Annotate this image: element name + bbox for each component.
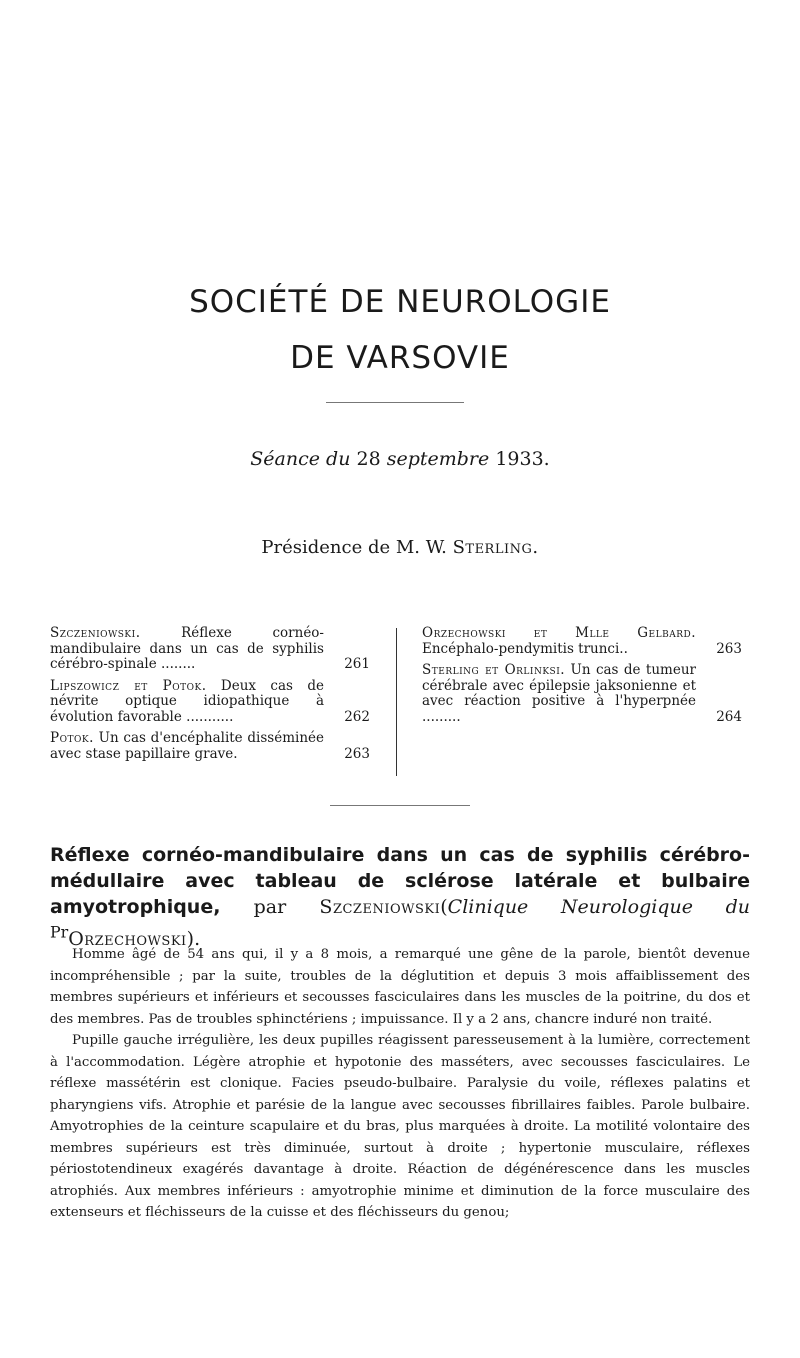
presidency-name: Sterling. <box>452 537 539 558</box>
toc-author: Potok. <box>50 730 94 746</box>
toc-page-number: 264 <box>716 708 742 725</box>
toc-title: Réflexe cornéo-mandibulaire dans un cas de syphilis cérébro-spinale ........ <box>50 625 324 672</box>
toc-page-number: 261 <box>344 656 370 672</box>
title-divider <box>326 402 464 403</box>
toc-right-column <box>422 626 742 731</box>
toc-author: Sterling et Orlinksi. <box>422 662 566 678</box>
session-year: 1933. <box>495 448 550 470</box>
toc-author: Orzechowski et Mlle Gelbard. <box>422 625 696 641</box>
presidency <box>0 537 800 558</box>
session-day: 28 <box>356 448 381 470</box>
session-month: septembre <box>386 448 490 470</box>
article-title-text: Réflexe cornéo-mandibulaire dans un cas de syphilis cérébro-médullaire avec tableau de sclérose latérale et bulbaire amyotrophique, <box>50 844 750 918</box>
toc-entry <box>50 626 370 673</box>
toc-entry <box>422 626 742 657</box>
toc-entry <box>50 679 370 726</box>
article-author: Szczeniowski <box>319 896 441 918</box>
session-prefix: Séance du <box>250 448 351 470</box>
toc-page-number: 263 <box>716 640 742 657</box>
society-title-line1: SOCIÉTÉ DE NEUROLOGIE <box>189 284 611 320</box>
toc-bottom-divider <box>330 805 470 806</box>
body-paragraph: Homme âgé de 54 ans qui, il y a 8 mois, a remarqué une gêne de la parole, bientôt devenue incompréhensible ; par la suite, troubles de la déglutition et depuis 3 mois affaiblissement des membres supérieurs et inférieurs et secousses fasciculaires dans les muscles de la poitrine, du dos et des membres. Pas de troubles sphinctériens ; impuissance. Il y a 2 ans, chancre induré non traité. <box>50 947 750 1027</box>
toc-title: Encéphalo-pendymitis trunci.. <box>422 640 628 657</box>
toc-title: Deux cas de névrite optique idiopathique à évolution favorable ........... <box>50 677 324 725</box>
toc-page-number: 262 <box>344 708 370 725</box>
article-close: ). <box>186 928 201 951</box>
article-title: Réflexe cornéo-mandibulaire dans un cas de syphilis cérébro-médullaire avec tableau de sclérose latérale et bulbaire amyotrophique, par Szczeniowski(Clinique Neurologique du $^{Pr}$Orzechowski). <box>50 844 750 951</box>
toc-left-column <box>50 626 370 768</box>
article-source-name: Orzechowski <box>68 928 187 951</box>
toc-title: Un cas de tumeur cérébrale avec épilepsie jaksonienne et avec réaction positive à l'hyperpnée ......... <box>422 662 696 725</box>
article-body <box>50 944 750 1224</box>
article-pr: Pr <box>50 923 69 942</box>
article-by: par <box>253 896 287 918</box>
toc-author: Lipszowicz et Potok. <box>50 677 207 694</box>
session-date <box>0 448 800 470</box>
toc-column-divider <box>396 628 397 776</box>
body-paragraph: Pupille gauche irrégulière, les deux pupilles réagissent paresseusement à la lumière, correctement à l'accommodation. Légère atrophie et hypotonie des masséters, avec secousses fasciculaires. Le réflexe massétérin est clonique. Facies pseudo-bulbaire. Paralysie du voile, réflexes palatins et pharyngiens vifs. Atrophie et parésie de la langue avec secousses fibrillaires faibles. Parole bulbaire. Amyotrophies de la ceinture scapulaire et du bras, plus marquées à droite. La motilité volontaire des membres supérieurs est très diminuée, surtout à droite ; hypertonie musculaire, réflexes périostotendineux exagérés davantage à droite. Réaction de dégénérescence dans les muscles atrophiés. Aux membres inférieurs : amyotrophie minime et diminution de la force musculaire des extenseurs et fléchisseurs de la cuisse et des fléchisseurs du genou; <box>50 1033 750 1220</box>
toc-page-number: 263 <box>344 745 370 762</box>
article-source: Clinique Neurologique du <box>447 896 750 918</box>
society-title-line2: DE VARSOVIE <box>290 340 510 376</box>
presidency-prefix: Présidence de M. W. <box>261 537 447 558</box>
toc-entry <box>422 663 742 725</box>
toc-title: Un cas d'encéphalite disséminée avec stase papillaire grave. <box>50 730 324 762</box>
toc-entry <box>50 731 370 762</box>
toc-author: Szczeniowski. <box>50 625 141 641</box>
